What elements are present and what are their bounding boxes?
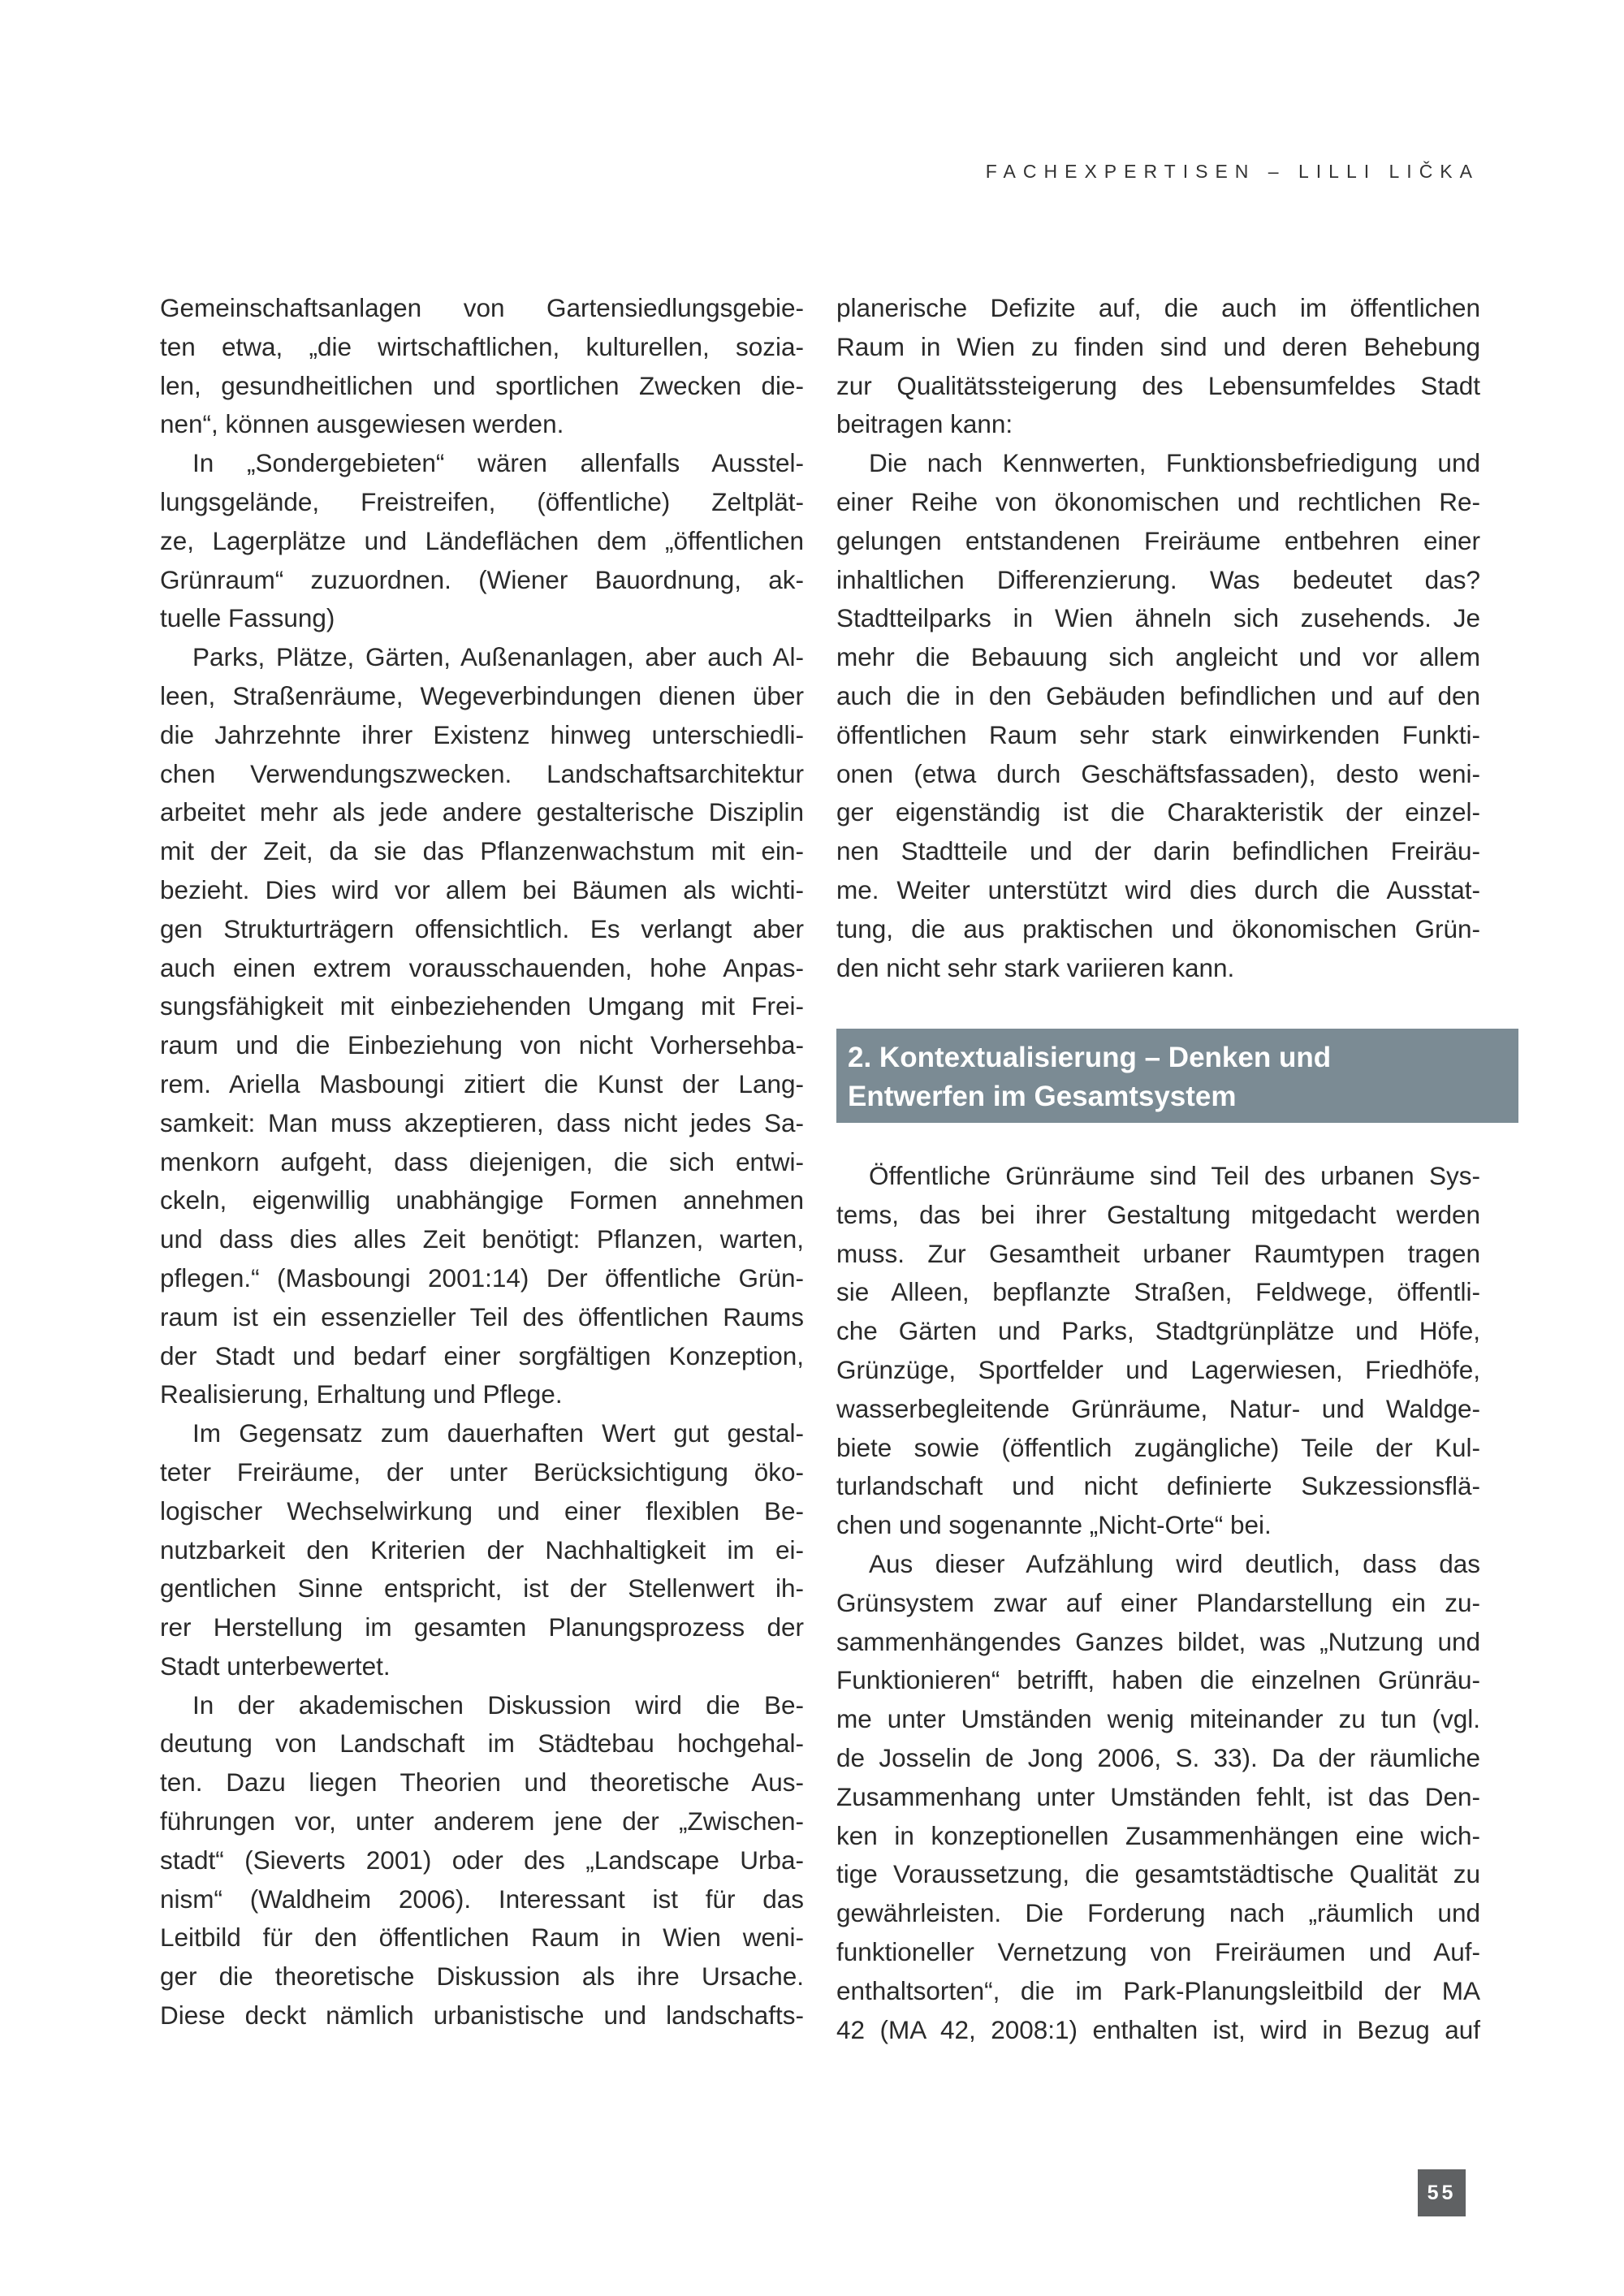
text-line: deutung von Landschaft im Städtebau hochgehal- (160, 1728, 804, 1759)
text-line: bezieht. Dies wird vor allem bei Bäumen als wichti- (160, 874, 804, 904)
text-line: zur Qualitätssteigerung des Lebensumfeldes Stadt (836, 370, 1480, 400)
text-line: inhaltlichen Differenzierung. Was bedeutet das? (836, 564, 1480, 594)
page-number: 55 (1418, 2169, 1466, 2216)
text-line: Stadtteilparks in Wien ähneln sich zusehends. Je (836, 603, 1480, 633)
text-line: Gemeinschaftsanlagen von Gartensiedlungsgebie- (160, 293, 804, 322)
text-line: nen Stadtteile und der darin befindlichen Freiräu- (836, 836, 1480, 866)
text-line: raum ist ein essenzieller Teil des öffentlichen Raums (160, 1301, 804, 1331)
text-line: samkeit: Man muss akzeptieren, dass nicht jedes Sa- (160, 1107, 804, 1137)
text-line: tems, das bei ihrer Gestaltung mitgedacht werden (836, 1199, 1480, 1229)
paragraph (160, 1414, 804, 1686)
text-line: Parks, Plätze, Gärten, Außenanlagen, aber auch Al- (192, 642, 804, 672)
paragraph (836, 1157, 1480, 1545)
paragraph (160, 289, 804, 444)
text-line: muss. Zur Gesamtheit urbaner Raumtypen tragen (836, 1238, 1480, 1268)
text-line: öffentlichen Raum sehr stark einwirkenden Funkti- (836, 719, 1480, 749)
paragraph (160, 444, 804, 638)
text-line: In der akademischen Diskussion wird die Be- (192, 1690, 804, 1720)
paragraph (836, 1545, 1480, 2049)
paragraph (836, 289, 1480, 444)
text-line: planerische Defizite auf, die auch im öffentlichen (836, 293, 1480, 322)
text-line: biete sowie (öffentlich zugängliche) Teile der Kul- (836, 1432, 1480, 1462)
text-line: mehr die Bebauung sich angleicht und vor allem (836, 642, 1480, 672)
text-line: wasserbegleitende Grünräume, Natur- und Waldge- (836, 1393, 1480, 1423)
text-line: onen (etwa durch Geschäftsfassaden), desto weni- (836, 758, 1480, 788)
text-line: ken in konzeptionellen Zusammenhängen eine wich- (836, 1820, 1480, 1850)
text-line: tuelle Fassung) (160, 603, 335, 633)
text-line: gewährleisten. Die Forderung nach „räumlich und (836, 1898, 1480, 1928)
text-line: In „Sondergebieten“ wären allenfalls Ausstel- (192, 448, 804, 478)
text-line: auch einen extrem vorausschauenden, hohe Anpas- (160, 952, 804, 982)
paragraph (836, 444, 1480, 987)
right-column-top (836, 289, 1480, 987)
text-line: einer Reihe von ökonomischen und rechtlichen Re- (836, 486, 1480, 516)
text-line: tige Voraussetzung, die gesamtstädtische Qualität zu (836, 1859, 1480, 1889)
text-line: pflegen.“ (Masboungi 2001:14) Der öffentliche Grün- (160, 1262, 804, 1293)
text-line: mit der Zeit, da sie das Pflanzenwachstum mit ein- (160, 836, 804, 866)
text-line: Raum in Wien zu finden sind und deren Behebung (836, 331, 1480, 361)
text-line: gentlichen Sinne entspricht, ist der Stellenwert ih- (160, 1573, 804, 1603)
text-line: beitragen kann: (836, 409, 1013, 439)
paragraph (160, 638, 804, 1414)
text-line: Aus dieser Aufzählung wird deutlich, dass das (869, 1548, 1480, 1578)
text-line: Grünzüge, Sportfelder und Lagerwiesen, Friedhöfe, (836, 1354, 1480, 1384)
text-line: ten. Dazu liegen Theorien und theoretische Aus- (160, 1767, 804, 1798)
text-line: Grünsystem zwar auf einer Plandarstellung ein zu- (836, 1587, 1480, 1617)
text-line: de Josselin de Jong 2006, S. 33). Da der räumliche (836, 1742, 1480, 1772)
section-heading (836, 1029, 1518, 1123)
text-line: rem. Ariella Masboungi zitiert die Kunst der Lang- (160, 1068, 804, 1098)
text-line: stadt“ (Sieverts 2001) oder des „Landscape Urba- (160, 1845, 804, 1875)
text-line: tung, die aus praktischen und ökonomischen Grün- (836, 913, 1480, 943)
text-line: sungsfähigkeit mit einbeziehenden Umgang mit Frei- (160, 991, 804, 1021)
text-line: der Stadt und bedarf einer sorgfältigen Konzeption, (160, 1340, 804, 1370)
text-line: raum und die Einbeziehung von nicht Vorhersehba- (160, 1030, 804, 1060)
text-line: sie Alleen, bepflanzte Straßen, Feldwege, öffentli- (836, 1277, 1480, 1307)
text-line: Stadt unterbewertet. (160, 1651, 391, 1681)
text-line: chen und sogenannte „Nicht-Orte“ bei. (836, 1510, 1272, 1540)
section-heading-line-1: 2. Kontextualisierung – Denken und (848, 1042, 1332, 1073)
text-line: den nicht sehr stark variieren kann. (836, 952, 1235, 982)
text-line: Die nach Kennwerten, Funktionsbefriedigung und (869, 448, 1480, 478)
text-line: menkorn aufgeht, dass diejenigen, die sich entwi- (160, 1146, 804, 1176)
running-header: FACHEXPERTISEN – LILLI LIČKA (985, 161, 1479, 182)
text-line: Leitbild für den öffentlichen Raum in Wien weni- (160, 1923, 804, 1953)
text-line: Realisierung, Erhaltung und Pflege. (160, 1379, 563, 1409)
text-line: und dass dies alles Zeit benötigt: Pflanzen, warten, (160, 1224, 804, 1254)
text-line: leen, Straßenräume, Wegeverbindungen dienen über (160, 680, 804, 710)
text-line: ger eigenständig ist die Charakteristik der einzel- (836, 797, 1480, 827)
text-line: führungen vor, unter anderem jene der „Zwischen- (160, 1806, 804, 1836)
text-line: auch die in den Gebäuden befindlichen und auf den (836, 680, 1480, 710)
text-line: me. Weiter unterstützt wird dies durch die Ausstat- (836, 874, 1480, 904)
text-line: arbeitet mehr als jede andere gestalterische Disziplin (160, 797, 804, 827)
text-line: die Jahrzehnte ihrer Existenz hinweg unterschiedli- (160, 719, 804, 749)
text-line: Zusammenhang unter Umständen fehlt, ist das Den- (836, 1781, 1480, 1811)
text-line: nutzbarkeit den Kriterien der Nachhaltigkeit im ei- (160, 1534, 804, 1564)
text-line: rer Herstellung im gesamten Planungsprozess der (160, 1612, 804, 1642)
text-line: nism“ (Waldheim 2006). Interessant ist für das (160, 1884, 804, 1914)
text-line: Öffentliche Grünräume sind Teil des urbanen Sys- (869, 1161, 1480, 1190)
text-line: lungsgelände, Freistreifen, (öffentliche) Zeltplät- (160, 486, 804, 516)
text-line: nen“, können ausgewiesen werden. (160, 409, 564, 439)
left-column (160, 289, 804, 2035)
text-line: sammenhängendes Ganzes bildet, was „Nutzung und (836, 1626, 1480, 1656)
text-line: Funktionieren“ betrifft, haben die einzelnen Grünräu- (836, 1665, 1480, 1695)
text-line: ze, Lagerplätze und Ländeflächen dem „öffentlichen (160, 525, 804, 555)
text-line: gelungen entstandenen Freiräume entbehren einer (836, 525, 1480, 555)
text-line: funktioneller Vernetzung von Freiräumen und Auf- (836, 1936, 1480, 1966)
text-line: turlandschaft und nicht definierte Sukzessionsflä- (836, 1471, 1480, 1501)
right-column-bottom (836, 1157, 1480, 2049)
text-line: me unter Umständen wenig miteinander zu tun (vgl. (836, 1704, 1480, 1734)
section-heading-line-2: Entwerfen im Gesamtsystem (848, 1081, 1237, 1112)
text-line: chen Verwendungszwecken. Landschaftsarchitektur (160, 758, 804, 788)
text-line: gen Strukturträgern offensichtlich. Es verlangt aber (160, 913, 804, 943)
text-line: ten etwa, „die wirtschaftlichen, kulturellen, sozia- (160, 331, 804, 361)
text-line: ckeln, eigenwillig unabhängige Formen annehmen (160, 1185, 804, 1215)
text-line: Im Gegensatz zum dauerhaften Wert gut gestal- (192, 1418, 804, 1448)
paragraph (160, 1686, 804, 2035)
text-line: Diese deckt nämlich urbanistische und landschafts- (160, 2000, 804, 2031)
text-line: enthaltsorten“, die im Park-Planungsleitbild der MA (836, 1975, 1480, 2005)
text-line: che Gärten und Parks, Stadtgrünplätze und Höfe, (836, 1316, 1480, 1346)
text-line: 42 (MA 42, 2008:1) enthalten ist, wird in Bezug auf (836, 2014, 1480, 2044)
text-line: teter Freiräume, der unter Berücksichtigung öko- (160, 1457, 804, 1487)
text-line: ger die theoretische Diskussion als ihre Ursache. (160, 1962, 804, 1992)
text-line: len, gesundheitlichen und sportlichen Zwecken die- (160, 370, 804, 400)
text-line: logischer Wechselwirkung und einer flexiblen Be- (160, 1495, 804, 1526)
text-line: Grünraum“ zuzuordnen. (Wiener Bauordnung, ak- (160, 564, 804, 594)
